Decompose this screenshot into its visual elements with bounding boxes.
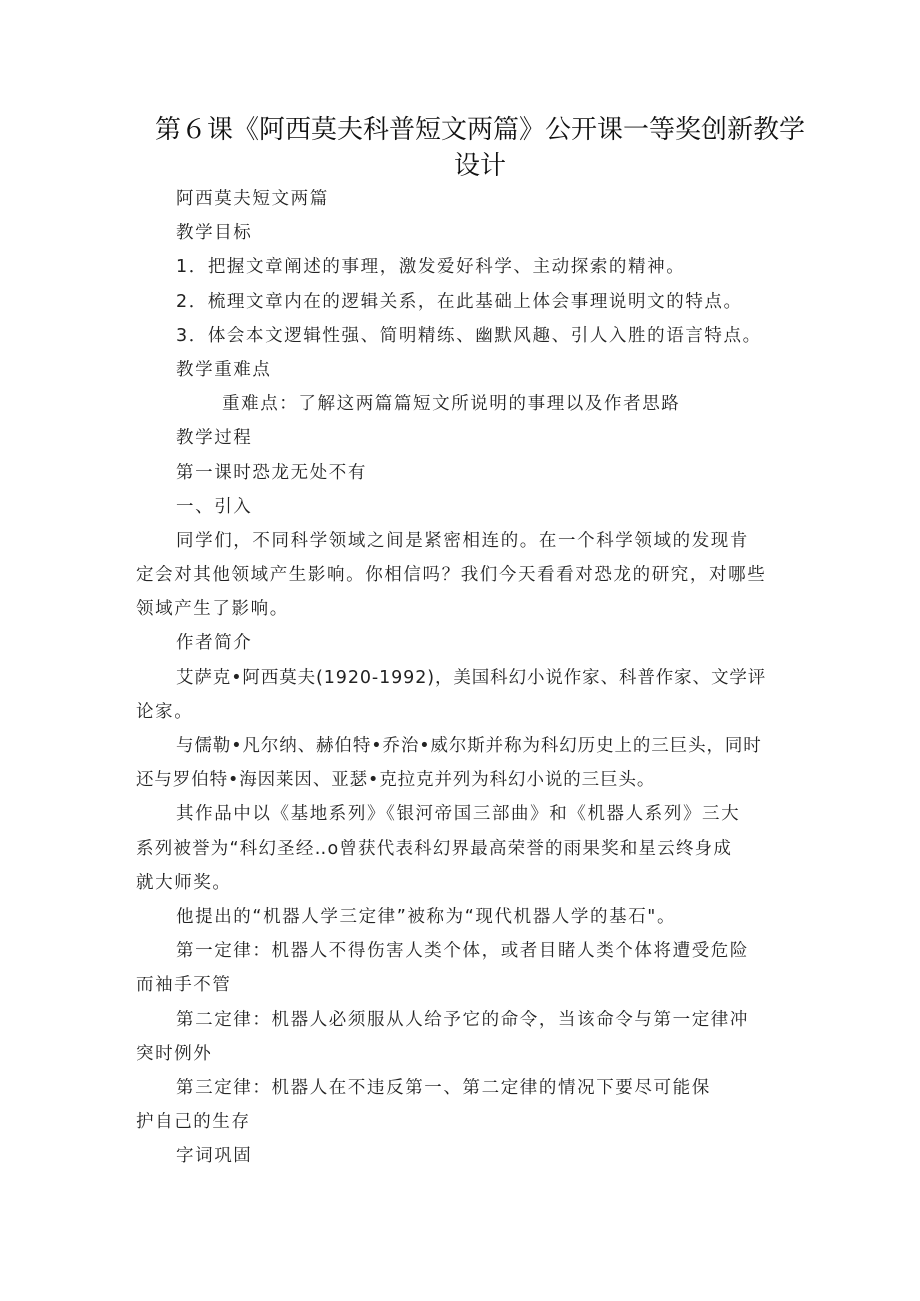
section-heading: 一、引入 — [176, 496, 253, 517]
objective-item: 2．梳理文章内在的逻辑关系，在此基础上体会事理说明文的特点。 — [176, 291, 743, 312]
document-body — [136, 182, 796, 1173]
paragraph-line: 论家。 — [136, 701, 194, 722]
paragraph-line: 还与罗伯特•海因莱因、亚瑟•克拉克并列为科幻小说的三巨头。 — [136, 770, 656, 791]
section-heading: 教学重难点 — [176, 359, 272, 380]
section-heading: 作者简介 — [176, 633, 253, 654]
paragraph-line: 艾萨克•阿西莫夫(1920-1992)，美国科幻小说作家、科普作家、文学评 — [176, 667, 767, 688]
objective-item: 1．把握文章阐述的事理，激发爱好科学、主动探索的精神。 — [176, 257, 686, 278]
section-heading: 教学目标 — [176, 223, 253, 244]
paragraph-line: 第二定律：机器人必须服从人给予它的命令，当该命令与第一定律冲 — [176, 1009, 749, 1030]
paragraph-line: 他提出的“机器人学三定律”被称为“现代机器人学的基石"。 — [176, 906, 677, 927]
section-heading: 字词巩固 — [176, 1146, 253, 1167]
section-heading: 第一课时恐龙无处不有 — [176, 462, 367, 483]
section-heading: 教学过程 — [176, 428, 253, 449]
paragraph-line: 同学们，不同科学领域之间是紧密相连的。在一个科学领域的发现肯 — [176, 530, 749, 551]
key-point: 重难点：了解这两篇篇短文所说明的事理以及作者思路 — [222, 394, 681, 415]
paragraph-line: 领域产生了影响。 — [136, 599, 289, 620]
paragraph-line: 与儒勒•凡尔纳、赫伯特•乔治•威尔斯并称为科幻历史上的三巨头，同时 — [176, 736, 762, 756]
paragraph-line: 突时例外 — [136, 1043, 213, 1064]
paragraph-line: 护自己的生存 — [136, 1112, 251, 1133]
document-title — [130, 112, 830, 184]
paragraph-line: 第三定律：机器人在不违反第一、第二定律的情况下要尽可能保 — [176, 1077, 711, 1098]
paragraph-line: 就大师奖。 — [136, 872, 232, 893]
paragraph-line: 而袖手不管 — [136, 975, 232, 996]
title-line-2: 设计 — [453, 151, 506, 181]
objective-item: 3．体会本文逻辑性强、简明精练、幽默风趣、引人入胜的语言特点。 — [176, 325, 762, 346]
paragraph-line: 第一定律：机器人不得伤害人类个体，或者目睹人类个体将遭受危险 — [176, 941, 749, 962]
section-heading: 阿西莫夫短文两篇 — [176, 189, 329, 209]
paragraph-line: 定会对其他领域产生影响。你相信吗？我们今天看看对恐龙的研究，对哪些 — [136, 565, 767, 586]
paragraph-line: 系列被誉为“科幻圣经‥o曾获代表科幻界最高荣誉的雨果奖和星云终身成 — [136, 838, 733, 859]
paragraph-line: 其作品中以《基地系列》《银河帝国三部曲》和《机器人系列》三大 — [176, 804, 741, 825]
title-line-1: 第６课《阿西莫夫科普短文两篇》公开课一等奖创新教学 — [154, 115, 805, 145]
